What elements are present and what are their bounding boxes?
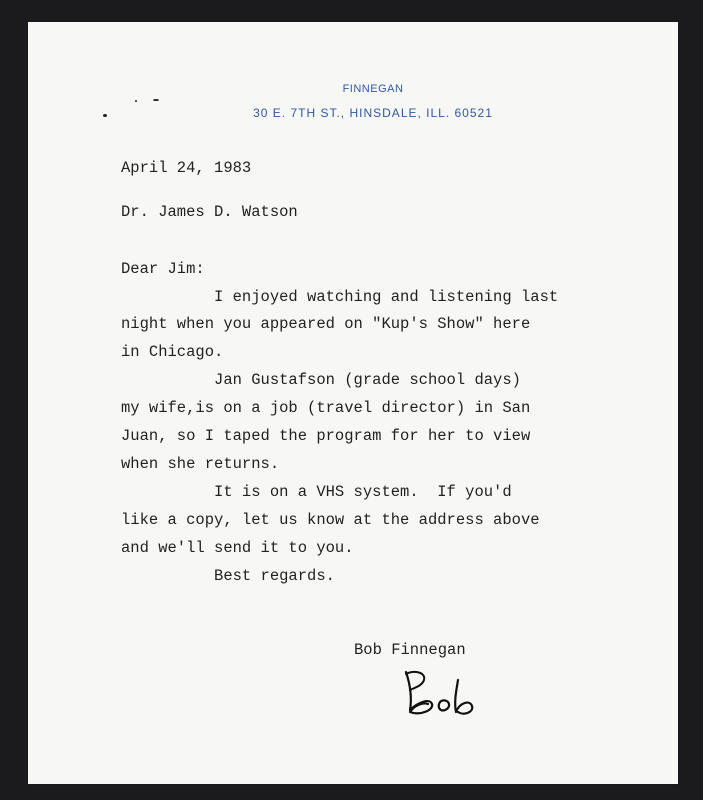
letter-salutation: Dear Jim: <box>121 260 205 278</box>
body-line: like a copy, let us know at the address above <box>121 511 540 529</box>
signoff-name: Bob Finnegan <box>354 641 466 659</box>
letterhead-address: 30 E. 7TH ST., HINSDALE, ILL. 60521 <box>253 106 493 120</box>
body-line: night when you appeared on "Kup's Show" here <box>121 315 531 333</box>
body-line: my wife,is on a job (travel director) in San <box>121 399 531 417</box>
letter-page <box>28 22 678 784</box>
body-line: and we'll send it to you. <box>121 539 354 557</box>
body-line: Juan, so I taped the program for her to view <box>121 427 531 445</box>
letterhead-name: FINNEGAN <box>342 83 404 95</box>
handwritten-signature <box>400 662 480 722</box>
letter-date: April 24, 1983 <box>121 159 252 177</box>
body-line: It is on a VHS system. If you'd <box>121 483 512 501</box>
body-line: I enjoyed watching and listening last <box>121 288 559 306</box>
ink-speck <box>103 114 107 117</box>
body-line: when she returns. <box>121 455 280 473</box>
body-line: Best regards. <box>121 567 335 585</box>
ink-speck <box>153 99 159 101</box>
ink-speck <box>135 100 137 102</box>
letter-recipient: Dr. James D. Watson <box>121 203 298 221</box>
body-line: in Chicago. <box>121 343 224 361</box>
body-line: Jan Gustafson (grade school days) <box>121 371 521 389</box>
